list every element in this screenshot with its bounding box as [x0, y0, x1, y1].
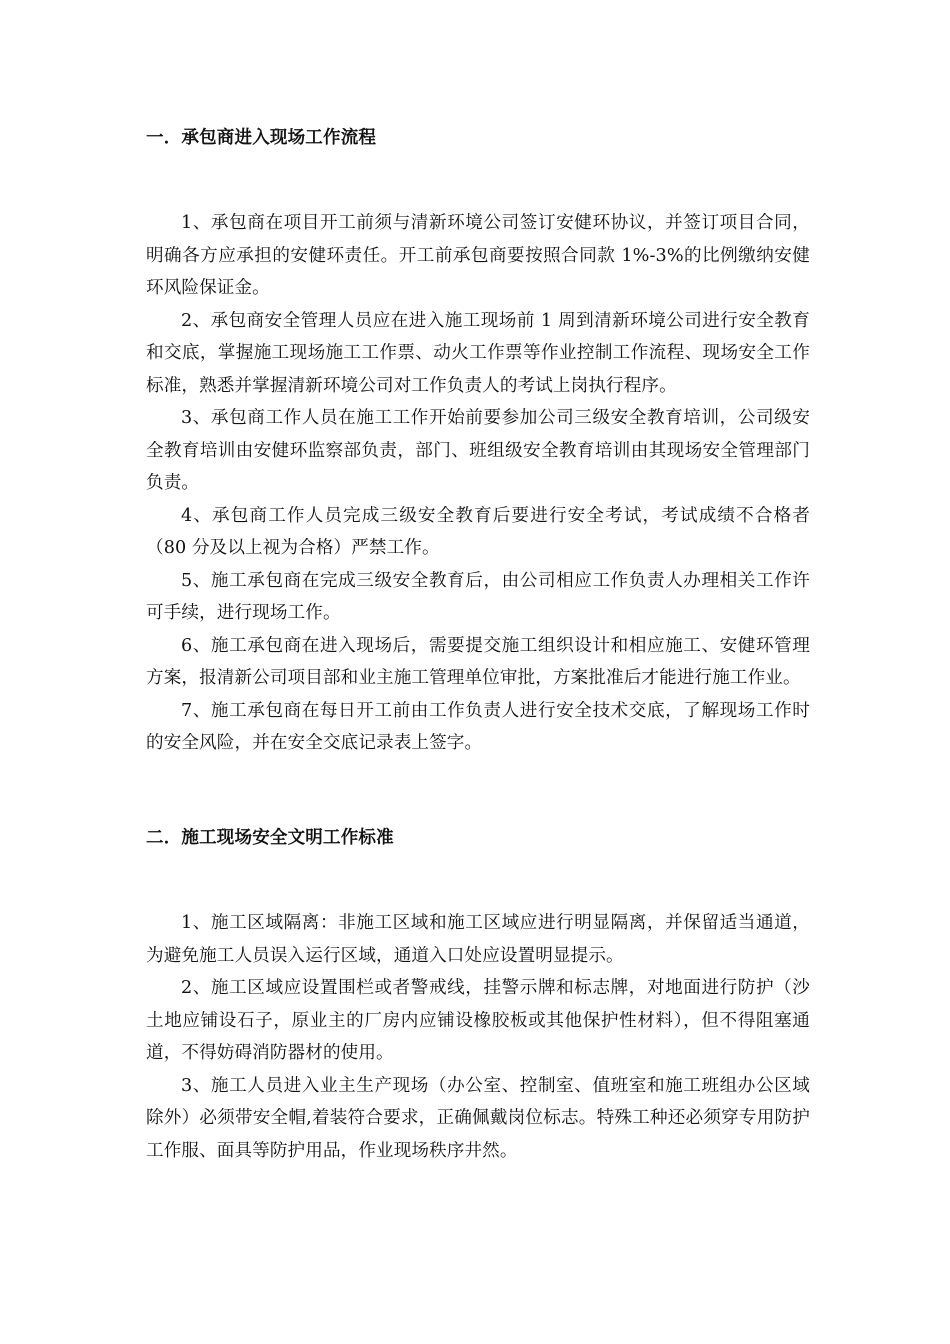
section-1-paragraph-1: 1、承包商在项目开工前须与清新环境公司签订安健环协议，并签订项目合同，明确各方应承担的安健环责任。开工前承包商要按照合同款 1%-3%的比例缴纳安健环风险保证金。: [146, 213, 810, 298]
section-1-heading: 一．承包商进入现场工作流程: [146, 128, 377, 148]
section-2-paragraph-2: 2、施工区域应设置围栏或者警戒线，挂警示牌和标志牌，对地面进行防护（沙土地应铺设石子，原业主的厂房内应铺设橡胶板或其他保护性材料），但不得阻塞通道，不得妨碍消防器材的使用。: [146, 978, 810, 1063]
section-2-paragraph-1: 1、施工区域隔离：非施工区域和施工区域应进行明显隔离，并保留适当通道，为避免施工人员误入运行区域，通道入口处应设置明显提示。: [146, 913, 810, 966]
section-1-paragraph-3: 3、承包商工作人员在施工工作开始前要参加公司三级安全教育培训，公司级安全教育培训由安健环监察部负责，部门、班组级安全教育培训由其现场安全管理部门负责。: [146, 408, 810, 493]
section-1-paragraph-4: 4、承包商工作人员完成三级安全教育后要进行安全考试，考试成绩不合格者（80 分及以上视为合格）严禁工作。: [146, 505, 810, 558]
section-1-body: [146, 207, 810, 760]
section-2-paragraph-3: 3、施工人员进入业主生产现场（办公室、控制室、值班室和施工班组办公区域除外）必须带安全帽,着装符合要求，正确佩戴岗位标志。特殊工种还必须穿专用防护工作服、面具等防护用品，作业现场秩序井然。: [146, 1075, 810, 1161]
section-2-body: [146, 907, 810, 1167]
section-2-heading: 二．施工现场安全文明工作标准: [146, 828, 394, 848]
section-1-paragraph-5: 5、施工承包商在完成三级安全教育后，由公司相应工作负责人办理相关工作许可手续，进行现场工作。: [146, 570, 810, 623]
section-1-paragraph-2: 2、承包商安全管理人员应在进入施工现场前 1 周到清新环境公司进行安全教育和交底，掌握施工现场施工工作票、动火工作票等作业控制工作流程、现场安全工作标准，熟悉并掌握清新环境公司对工作负责人的考试上岗执行程序。: [146, 310, 810, 396]
section-1-paragraph-7: 7、施工承包商在每日开工前由工作负责人进行安全技术交底，了解现场工作时的安全风险，并在安全交底记录表上签字。: [146, 700, 810, 753]
section-1-paragraph-6: 6、施工承包商在进入现场后，需要提交施工组织设计和相应施工、安健环管理方案，报清新公司项目部和业主施工管理单位审批，方案批准后才能进行施工作业。: [146, 635, 810, 688]
